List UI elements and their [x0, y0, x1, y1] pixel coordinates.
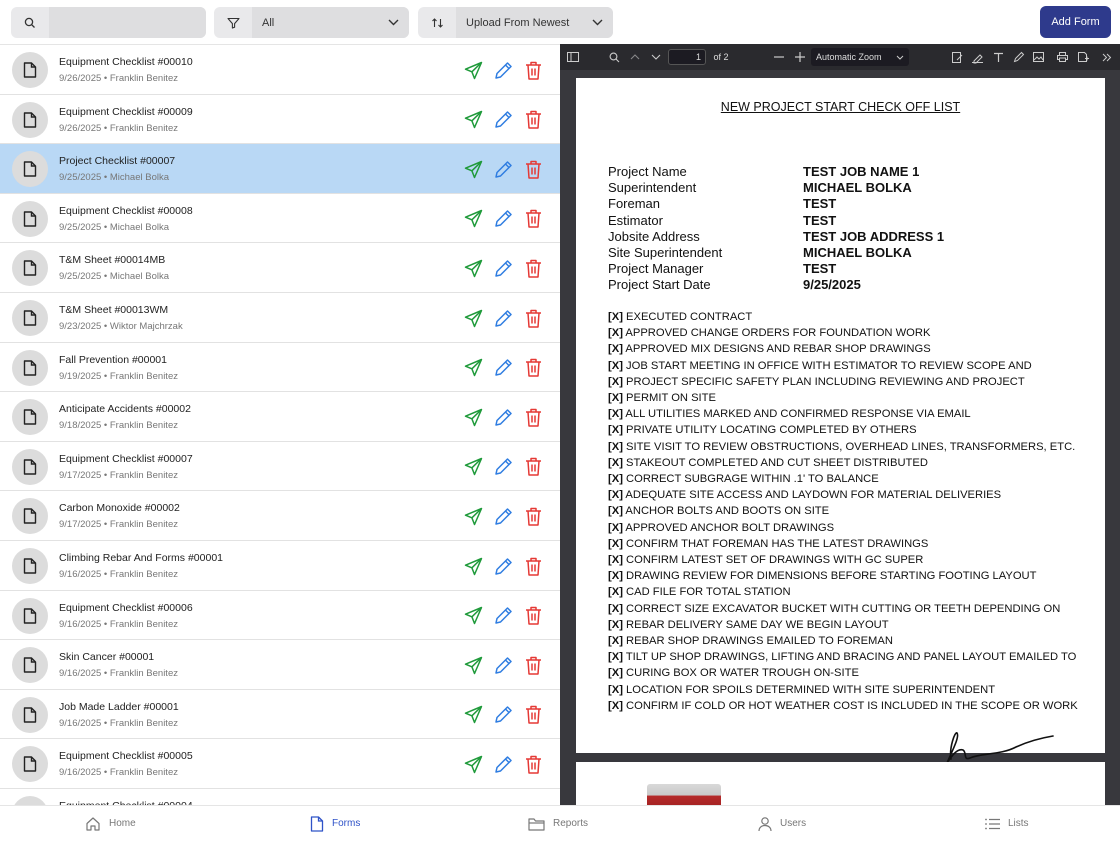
folder-icon — [528, 817, 545, 831]
checklist-text: REBAR DELIVERY SAME DAY WE BEGIN LAYOUT — [626, 618, 889, 631]
search-icon — [11, 7, 49, 38]
filter-dropdown[interactable] — [214, 7, 409, 38]
form-meta: 9/17/2025 • Franklin Benitez — [59, 469, 178, 481]
nav-forms[interactable] — [310, 806, 360, 841]
text-icon[interactable] — [991, 48, 1005, 66]
nav-users[interactable] — [758, 806, 806, 841]
checklist-text: ALL UTILITIES MARKED AND CONFIRMED RESPONSE VIA EMAIL — [625, 408, 971, 421]
check-mark: [X] — [608, 327, 623, 340]
delete-icon[interactable] — [522, 605, 544, 627]
field-label: Project Manager — [608, 261, 704, 277]
chevron-down-icon — [388, 19, 399, 26]
document-icon — [12, 300, 48, 336]
send-icon[interactable] — [462, 357, 484, 379]
checklist-item — [608, 684, 995, 696]
form-row[interactable] — [0, 491, 560, 541]
delete-icon[interactable] — [522, 505, 544, 527]
field-value: TEST — [803, 196, 837, 212]
form-title: Project Checklist #00007 — [59, 155, 176, 168]
send-icon[interactable] — [462, 605, 484, 627]
document-icon — [12, 350, 48, 386]
checklist-item — [608, 360, 1032, 372]
document-icon — [12, 102, 48, 138]
sort-value: Upload From Newest — [466, 16, 570, 29]
field-value: 9/25/2025 — [803, 277, 861, 293]
checklist-text: CORRECT SUBGRAGE WITHIN .1' TO BALANCE — [626, 473, 879, 485]
send-icon[interactable] — [462, 257, 484, 279]
check-mark: [X] — [608, 408, 623, 421]
check-mark: [X] — [608, 651, 623, 664]
checklist-item — [608, 343, 931, 355]
draw-icon[interactable] — [1011, 48, 1025, 66]
checklist-text: LOCATION FOR SPOILS DETERMINED WITH SITE SUPERINTENDENT — [626, 683, 996, 696]
filter-icon — [214, 7, 252, 38]
check-mark: [X] — [608, 343, 623, 356]
check-mark: [X] — [608, 602, 623, 615]
document-icon — [12, 449, 48, 485]
nav-reports[interactable] — [528, 806, 588, 841]
checklist-item — [608, 505, 829, 517]
check-mark: [X] — [608, 683, 623, 696]
zoom-out-icon[interactable] — [772, 48, 786, 66]
zoom-in-icon[interactable] — [793, 48, 807, 66]
form-meta: 9/16/2025 • Franklin Benitez — [59, 668, 178, 680]
field-label: Project Name — [608, 164, 687, 179]
form-meta: 9/25/2025 • Michael Bolka — [59, 172, 170, 184]
checklist-item — [608, 603, 1060, 615]
nav-home-label: Home — [109, 818, 136, 829]
document-icon — [310, 816, 324, 832]
form-title: Equipment Checklist #00005 — [59, 750, 193, 763]
checklist-item — [608, 554, 923, 566]
highlight-icon[interactable] — [970, 48, 984, 66]
search-input[interactable] — [49, 7, 206, 38]
field-value: TEST — [803, 261, 837, 277]
nav-lists-label: Lists — [1008, 818, 1029, 829]
filter-value: All — [262, 16, 275, 29]
nav-forms-label: Forms — [332, 818, 361, 829]
form-row[interactable] — [0, 194, 560, 244]
checklist-item — [608, 570, 1036, 582]
edit-icon[interactable] — [492, 555, 514, 577]
field-label: Project Start Date — [608, 277, 711, 293]
form-row[interactable] — [0, 243, 560, 293]
form-meta: 9/18/2025 • Franklin Benitez — [59, 420, 178, 432]
checklist-text: PRIVATE UTILITY LOCATING COMPLETED BY OTHERS — [626, 424, 917, 437]
nav-home[interactable] — [85, 806, 136, 841]
send-icon[interactable] — [462, 753, 484, 775]
check-mark: [X] — [608, 618, 623, 631]
sort-dropdown[interactable] — [418, 7, 613, 38]
checklist-item — [608, 408, 971, 420]
checklist-text: ANCHOR BOLTS AND BOOTS ON SITE — [625, 505, 830, 518]
form-meta: 9/26/2025 • Franklin Benitez — [59, 73, 178, 84]
delete-icon[interactable] — [522, 456, 544, 478]
delete-icon[interactable] — [522, 257, 544, 279]
delete-icon[interactable] — [522, 704, 544, 726]
delete-icon[interactable] — [522, 59, 544, 81]
check-mark: [X] — [608, 521, 623, 534]
check-mark: [X] — [608, 392, 623, 404]
checklist-item — [608, 311, 752, 323]
chevron-down-icon — [592, 19, 603, 26]
send-icon[interactable] — [462, 456, 484, 478]
checklist-text: PERMIT ON SITE — [626, 392, 716, 404]
edit-icon[interactable] — [492, 505, 514, 527]
print-icon[interactable] — [1055, 48, 1069, 66]
checklist-text: APPROVED CHANGE ORDERS FOR FOUNDATION WORK — [625, 327, 931, 340]
delete-icon[interactable] — [522, 555, 544, 577]
check-mark: [X] — [608, 554, 623, 566]
form-meta: 9/16/2025 • Franklin Benitez — [59, 767, 178, 779]
check-mark: [X] — [608, 699, 623, 712]
edit-icon[interactable] — [492, 704, 514, 726]
form-title: T&M Sheet #00014MB — [59, 254, 166, 267]
top-toolbar — [0, 0, 1120, 44]
field-value: MICHAEL BOLKA — [803, 245, 912, 260]
image-icon[interactable] — [1031, 48, 1045, 66]
field-value: TEST JOB ADDRESS 1 — [803, 228, 945, 244]
list-icon — [985, 818, 1000, 830]
form-row[interactable] — [0, 541, 560, 591]
document-icon — [12, 647, 48, 683]
find-icon[interactable] — [606, 48, 622, 66]
document-icon — [12, 746, 48, 782]
delete-icon[interactable] — [522, 307, 544, 329]
document-icon — [12, 201, 48, 237]
form-title: Carbon Monoxide #00002 — [59, 502, 180, 515]
send-icon[interactable] — [462, 208, 484, 230]
zoom-value: Automatic Zoom — [816, 52, 882, 62]
page-total: of 2 — [713, 52, 729, 62]
field-value: TEST — [803, 212, 837, 228]
checklist-text: REBAR SHOP DRAWINGS EMAILED TO FOREMAN — [626, 635, 893, 647]
delete-icon[interactable] — [522, 109, 544, 131]
delete-icon[interactable] — [522, 753, 544, 775]
search-box[interactable] — [11, 7, 206, 38]
form-title: Job Made Ladder #00001 — [59, 700, 179, 713]
form-title: Climbing Rebar And Forms #00001 — [59, 552, 224, 564]
form-title: Equipment Checklist #00007 — [59, 452, 193, 465]
check-mark: [X] — [608, 586, 623, 599]
nav-lists[interactable] — [985, 806, 1029, 841]
checklist-text: TILT UP SHOP DRAWINGS, LIFTING AND BRACING AND PANEL LAYOUT EMAILED TO — [625, 651, 1077, 664]
form-row[interactable] — [0, 591, 560, 641]
delete-icon[interactable] — [522, 654, 544, 676]
field-label: Site Superintendent — [608, 245, 723, 260]
checklist-text: DRAWING REVIEW FOR DIMENSIONS BEFORE STARTING FOOTING LAYOUT — [626, 570, 1037, 583]
form-row[interactable] — [0, 95, 560, 145]
checklist-item — [608, 441, 1075, 453]
checklist-item — [608, 424, 917, 436]
form-row[interactable] — [0, 739, 560, 789]
check-mark: [X] — [608, 537, 623, 550]
bottom-nav — [0, 805, 1120, 840]
more-tools-icon[interactable] — [1100, 48, 1114, 66]
form-meta: 9/25/2025 • Michael Bolka — [59, 221, 170, 233]
user-icon — [758, 816, 772, 832]
edit-icon[interactable] — [492, 158, 514, 180]
check-mark: [X] — [608, 456, 623, 469]
field-label: Jobsite Address — [608, 228, 700, 244]
send-icon[interactable] — [462, 109, 484, 131]
edit-icon[interactable] — [492, 406, 514, 428]
checklist-item — [608, 327, 930, 339]
add-form-button[interactable]: Add Form — [1040, 6, 1111, 38]
edit-icon[interactable] — [492, 208, 514, 230]
checklist-text: SITE VISIT TO REVIEW OBSTRUCTIONS, OVERHEAD LINES, TRANSFORMERS, ETC. — [626, 440, 1076, 453]
delete-icon[interactable] — [522, 158, 544, 180]
form-title: Equipment Checklist #00008 — [59, 204, 193, 217]
check-mark: [X] — [608, 473, 623, 485]
document-icon — [12, 250, 48, 286]
checklist-text: PROJECT SPECIFIC SAFETY PLAN INCLUDING REVIEWING AND PROJECT — [626, 375, 1025, 388]
form-meta: 9/16/2025 • Franklin Benitez — [59, 717, 178, 729]
page-number-input[interactable]: 1 — [668, 49, 706, 65]
form-meta: 9/19/2025 • Franklin Benitez — [59, 370, 178, 382]
form-meta: 9/25/2025 • Michael Bolka — [59, 271, 170, 283]
form-meta: 9/23/2025 • Wiktor Majchrzak — [59, 321, 183, 332]
document-icon — [12, 399, 48, 435]
checklist-item — [608, 667, 859, 679]
check-mark: [X] — [608, 505, 623, 518]
form-meta: 9/17/2025 • Franklin Benitez — [59, 519, 178, 531]
forms-list — [0, 44, 560, 805]
checklist-text: CONFIRM THAT FOREMAN HAS THE LATEST DRAWINGS — [626, 537, 929, 550]
document-icon — [12, 548, 48, 584]
form-row[interactable] — [0, 45, 560, 95]
form-meta: 9/16/2025 • Franklin Benitez — [59, 569, 178, 580]
check-mark: [X] — [608, 635, 623, 647]
form-row[interactable] — [0, 442, 560, 492]
checklist-item — [608, 651, 1076, 663]
check-mark: [X] — [608, 359, 623, 372]
document-icon — [12, 598, 48, 634]
checklist-text: JOB START MEETING IN OFFICE WITH ESTIMATOR TO REVIEW SCOPE AND — [626, 359, 1032, 372]
checklist-text: APPROVED ANCHOR BOLT DRAWINGS — [625, 521, 835, 534]
edit-icon[interactable] — [492, 654, 514, 676]
checklist-text: APPROVED MIX DESIGNS AND REBAR SHOP DRAWINGS — [625, 343, 931, 356]
edit-icon[interactable] — [492, 456, 514, 478]
document-icon — [12, 498, 48, 534]
checklist-text: CONFIRM IF COLD OR HOT WEATHER COST IS INCLUDED IN THE SCOPE OR WORK — [626, 699, 1078, 712]
sign-icon[interactable] — [950, 48, 964, 66]
form-row[interactable] — [0, 293, 560, 343]
form-title: Equipment Checklist #00009 — [59, 105, 193, 118]
check-mark: [X] — [608, 570, 623, 583]
checklist-text: EXECUTED CONTRACT — [626, 311, 753, 323]
check-mark: [X] — [608, 440, 623, 453]
send-icon[interactable] — [462, 654, 484, 676]
send-icon[interactable] — [462, 555, 484, 577]
document-icon — [12, 52, 48, 88]
send-icon[interactable] — [462, 307, 484, 329]
field-label: Superintendent — [608, 180, 697, 196]
next-page-icon[interactable] — [649, 48, 663, 66]
send-icon[interactable] — [462, 158, 484, 180]
document-title: NEW PROJECT START CHECK OFF LIST — [720, 100, 961, 114]
edit-icon[interactable] — [492, 307, 514, 329]
checklist-text: CURING BOX OR WATER TROUGH ON-SITE — [626, 667, 859, 680]
send-icon[interactable] — [462, 59, 484, 81]
delete-icon[interactable] — [522, 406, 544, 428]
send-icon[interactable] — [462, 406, 484, 428]
form-title: Fall Prevention #00001 — [59, 353, 167, 366]
form-row[interactable] — [0, 690, 560, 740]
chevron-down-icon — [896, 55, 904, 60]
edit-icon[interactable] — [492, 357, 514, 379]
pdf-page-1 — [576, 78, 1105, 753]
form-row[interactable] — [0, 144, 560, 194]
edit-icon[interactable] — [492, 59, 514, 81]
pdf-toolbar — [560, 44, 1120, 70]
checklist-text: CAD FILE FOR TOTAL STATION — [626, 586, 791, 599]
delete-icon[interactable] — [522, 357, 544, 379]
edit-icon[interactable] — [492, 753, 514, 775]
edit-icon[interactable] — [492, 605, 514, 627]
form-meta: 9/26/2025 • Franklin Benitez — [59, 122, 178, 134]
home-icon — [85, 816, 101, 832]
checklist-text: STAKEOUT COMPLETED AND CUT SHEET DISTRIBUTED — [626, 456, 928, 469]
checklist-item — [608, 619, 889, 631]
form-row[interactable] — [0, 343, 560, 393]
edit-icon[interactable] — [492, 109, 514, 131]
send-icon[interactable] — [462, 505, 484, 527]
form-row[interactable] — [0, 392, 560, 442]
checklist-item — [608, 522, 834, 534]
checklist-item — [608, 473, 879, 485]
edit-icon[interactable] — [492, 257, 514, 279]
nav-users-label: Users — [780, 818, 807, 829]
sidebar-toggle-icon[interactable] — [565, 48, 581, 66]
form-row[interactable] — [0, 640, 560, 690]
checklist-item — [608, 489, 1001, 501]
checklist-item — [608, 376, 1025, 388]
check-mark: [X] — [608, 424, 623, 437]
form-meta: 9/16/2025 • Franklin Benitez — [59, 618, 178, 630]
check-mark: [X] — [608, 489, 623, 502]
zoom-select[interactable] — [811, 48, 909, 66]
delete-icon[interactable] — [522, 208, 544, 230]
nav-reports-label: Reports — [553, 818, 589, 829]
field-value: MICHAEL BOLKA — [803, 180, 912, 196]
document-icon — [12, 151, 48, 187]
field-value: TEST JOB NAME 1 — [803, 164, 920, 179]
form-title: T&M Sheet #00013WM — [59, 304, 169, 316]
form-title: Equipment Checklist #00006 — [59, 601, 193, 614]
previous-page-icon[interactable] — [628, 48, 642, 66]
pdf-viewer — [560, 44, 1120, 805]
document-icon — [12, 697, 48, 733]
check-mark: [X] — [608, 311, 623, 323]
field-label: Foreman — [608, 196, 661, 212]
checklist-item — [608, 586, 791, 598]
save-icon[interactable] — [1076, 48, 1090, 66]
form-title: Anticipate Accidents #00002 — [59, 403, 191, 416]
checklist-text: ADEQUATE SITE ACCESS AND LAYDOWN FOR MATERIAL DELIVERIES — [625, 489, 1002, 502]
checklist-text: CORRECT SIZE EXCAVATOR BUCKET WITH CUTTING OR TEETH DEPENDING ON — [626, 602, 1061, 615]
check-mark: [X] — [608, 375, 623, 388]
check-mark: [X] — [608, 667, 623, 680]
checklist-item — [608, 635, 893, 647]
field-label: Estimator — [608, 212, 663, 228]
checklist-item — [608, 457, 928, 469]
checklist-text: CONFIRM LATEST SET OF DRAWINGS WITH GC SUPER — [626, 554, 924, 566]
checklist-item — [608, 392, 716, 404]
form-title: Skin Cancer #00001 — [59, 651, 155, 664]
send-icon[interactable] — [462, 704, 484, 726]
checklist-item — [608, 538, 928, 550]
checklist-item — [608, 700, 1078, 712]
sort-icon — [418, 7, 456, 38]
form-title: Equipment Checklist #00010 — [59, 56, 193, 68]
